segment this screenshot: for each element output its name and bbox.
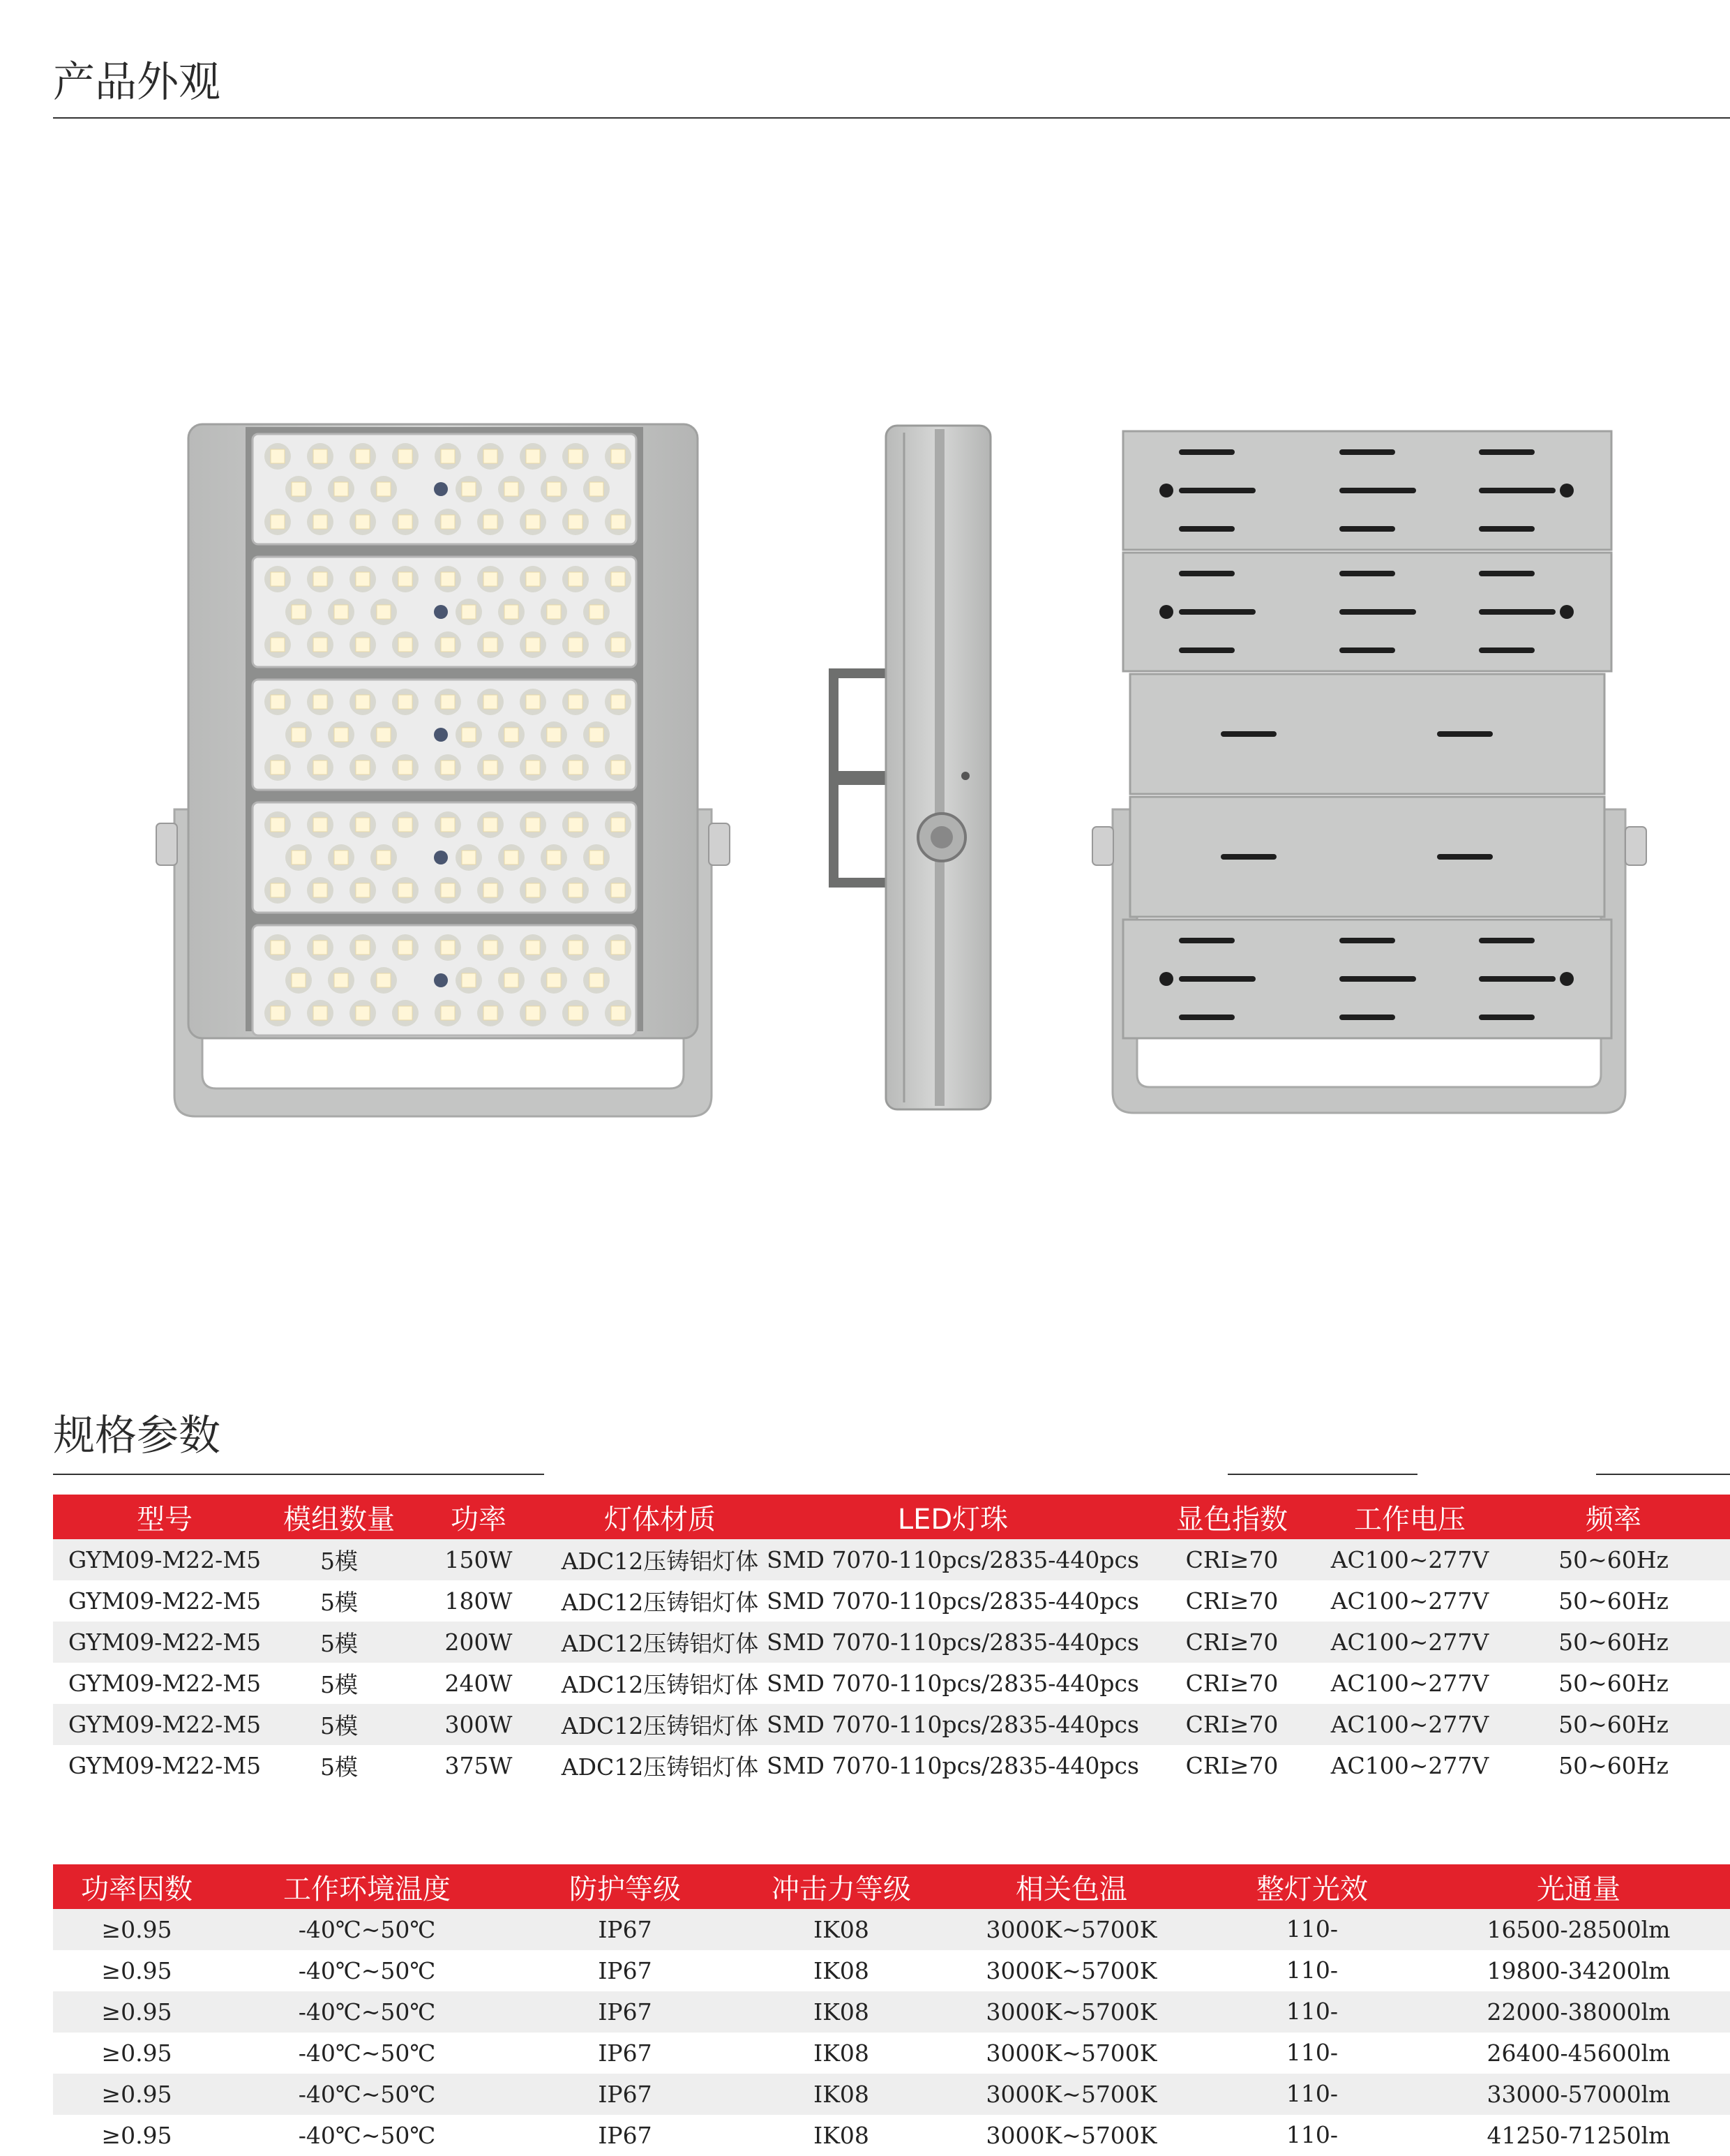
table-row xyxy=(53,1663,1730,1704)
table-cell: ADC12压铸铝灯体 xyxy=(555,1622,765,1663)
table-cell: 5模 xyxy=(276,1580,402,1622)
table-cell: ADC12压铸铝灯体 xyxy=(555,1580,765,1622)
column-header: 工作电压 xyxy=(1323,1495,1497,1539)
table-cell: SMD 7070-110pcs/2835-440pcs xyxy=(765,1663,1141,1704)
specs-divider-right xyxy=(1596,1474,1730,1475)
table-cell: 22000-38000lm xyxy=(1427,1991,1730,2033)
table-row xyxy=(53,2033,1730,2074)
table-cell: ADC12压铸铝灯体 xyxy=(555,1663,765,1704)
table-cell: ADC12压铸铝灯体 xyxy=(555,1704,765,1745)
column-header: 模组数量 xyxy=(276,1495,402,1539)
table-cell: IP67 xyxy=(513,1991,737,2033)
table-cell: 3000K~5700K xyxy=(946,1950,1197,1991)
led-module xyxy=(253,557,636,667)
table-cell: AC100~277V xyxy=(1323,1745,1497,1786)
table-cell: -40℃~50℃ xyxy=(220,1991,513,2033)
table-cell xyxy=(1197,1991,1427,2033)
heat-sink-plate xyxy=(1123,920,1611,1038)
column-header: 型号 xyxy=(53,1495,276,1539)
table-cell: CRI≥70 xyxy=(1141,1622,1323,1663)
table-cell: CRI≥70 xyxy=(1141,1663,1323,1704)
table-cell: IP67 xyxy=(513,2115,737,2156)
table-row xyxy=(53,1991,1730,2033)
table-cell: 5模 xyxy=(276,1539,402,1580)
table-cell: IP67 xyxy=(513,1950,737,1991)
table-row xyxy=(53,1950,1730,1991)
table-row xyxy=(53,2074,1730,2115)
led-module xyxy=(253,802,636,913)
front-view xyxy=(156,424,730,1116)
table-cell: 240W xyxy=(402,1663,555,1704)
table-cell: 33000-57000lm xyxy=(1427,2074,1730,2115)
table-cell: 300W xyxy=(402,1704,555,1745)
column-header: 光通量 xyxy=(1427,1864,1730,1909)
table-cell: GYM09-M22-M5 xyxy=(53,1622,276,1663)
table-row xyxy=(53,1539,1730,1580)
side-view xyxy=(834,426,991,1109)
table-cell: -40℃~50℃ xyxy=(220,2115,513,2156)
table-cell xyxy=(1197,1909,1427,1950)
column-header: 相关色温 xyxy=(946,1864,1197,1909)
table-cell: 50~60Hz xyxy=(1497,1539,1730,1580)
table-cell: -40℃~50℃ xyxy=(220,2074,513,2115)
table-cell: IK08 xyxy=(737,1991,946,2033)
table-cell: -40℃~50℃ xyxy=(220,1950,513,1991)
table-cell: 50~60Hz xyxy=(1497,1580,1730,1622)
heat-sink-plate xyxy=(1123,431,1611,550)
table-cell: SMD 7070-110pcs/2835-440pcs xyxy=(765,1580,1141,1622)
table-cell: -40℃~50℃ xyxy=(220,1909,513,1950)
column-header: 整灯光效 xyxy=(1197,1864,1427,1909)
table-cell: IK08 xyxy=(737,2115,946,2156)
appearance-title: 产品外观 xyxy=(53,58,220,107)
table-cell: ≥0.95 xyxy=(53,2033,220,2074)
table-cell: 3000K~5700K xyxy=(946,2115,1197,2156)
table-cell: 19800-34200lm xyxy=(1427,1950,1730,1991)
heat-sink-plate xyxy=(1130,797,1604,917)
table-cell: CRI≥70 xyxy=(1141,1580,1323,1622)
table-row xyxy=(53,1622,1730,1663)
table-cell: 5模 xyxy=(276,1622,402,1663)
table-cell: IP67 xyxy=(513,2033,737,2074)
table-cell: 5模 xyxy=(276,1704,402,1745)
column-header: 功率 xyxy=(402,1495,555,1539)
table-cell: IP67 xyxy=(513,2074,737,2115)
column-header: 防护等级 xyxy=(513,1864,737,1909)
table-row xyxy=(53,1580,1730,1622)
column-header: LED灯珠 xyxy=(765,1495,1141,1539)
table-cell: 41250-71250lm xyxy=(1427,2115,1730,2156)
table-cell: 5模 xyxy=(276,1663,402,1704)
spec-table-electrical xyxy=(53,1495,1730,1786)
table-cell: AC100~277V xyxy=(1323,1622,1497,1663)
column-header: 灯体材质 xyxy=(555,1495,765,1539)
appearance-divider xyxy=(53,117,1730,119)
table-cell xyxy=(1197,1950,1427,1991)
table-cell: IK08 xyxy=(737,1950,946,1991)
table-cell: 180W xyxy=(402,1580,555,1622)
table-cell: CRI≥70 xyxy=(1141,1539,1323,1580)
table-cell: 150W xyxy=(402,1539,555,1580)
table-cell: 50~60Hz xyxy=(1497,1704,1730,1745)
column-header: 工作环境温度 xyxy=(220,1864,513,1909)
table-cell: 50~60Hz xyxy=(1497,1745,1730,1786)
led-module xyxy=(253,434,636,544)
table-cell: 3000K~5700K xyxy=(946,2033,1197,2074)
table-cell: SMD 7070-110pcs/2835-440pcs xyxy=(765,1622,1141,1663)
table-cell: IK08 xyxy=(737,2033,946,2074)
table-cell: SMD 7070-110pcs/2835-440pcs xyxy=(765,1704,1141,1745)
table-cell-text: 110- xyxy=(1286,2080,1339,2107)
table-cell: SMD 7070-110pcs/2835-440pcs xyxy=(765,1539,1141,1580)
table-cell: ADC12压铸铝灯体 xyxy=(555,1539,765,1580)
heat-sink-plate xyxy=(1130,674,1604,794)
table-cell: ≥0.95 xyxy=(53,1950,220,1991)
specs-divider-mid xyxy=(1228,1474,1417,1475)
led-module xyxy=(253,680,636,790)
table-cell: GYM09-M22-M5 xyxy=(53,1663,276,1704)
table-cell: 3000K~5700K xyxy=(946,1991,1197,2033)
table-cell: 3000K~5700K xyxy=(946,1909,1197,1950)
table-cell-text: 110- xyxy=(1286,1915,1339,1942)
table-cell-text: 110- xyxy=(1286,2039,1339,2066)
column-header: 显色指数 xyxy=(1141,1495,1323,1539)
table-cell: GYM09-M22-M5 xyxy=(53,1539,276,1580)
table-cell: 3000K~5700K xyxy=(946,2074,1197,2115)
table-cell-text: 110- xyxy=(1286,2121,1339,2148)
spec-table-performance xyxy=(53,1864,1730,2156)
table-cell: ≥0.95 xyxy=(53,1991,220,2033)
table-cell: 26400-45600lm xyxy=(1427,2033,1730,2074)
back-view xyxy=(1092,431,1646,1113)
table-cell: 5模 xyxy=(276,1745,402,1786)
table-cell: IP67 xyxy=(513,1909,737,1950)
table-cell: 16500-28500lm xyxy=(1427,1909,1730,1950)
table-cell: ≥0.95 xyxy=(53,2115,220,2156)
product-views xyxy=(0,391,1730,1130)
table-cell: GYM09-M22-M5 xyxy=(53,1580,276,1622)
table-cell: AC100~277V xyxy=(1323,1539,1497,1580)
table-cell: 200W xyxy=(402,1622,555,1663)
table-row xyxy=(53,1909,1730,1950)
table-row xyxy=(53,1745,1730,1786)
column-header: 频率 xyxy=(1497,1495,1730,1539)
table-cell-text: 110- xyxy=(1286,1956,1339,1984)
table-cell xyxy=(1197,2033,1427,2074)
table-cell: AC100~277V xyxy=(1323,1580,1497,1622)
table-cell: ADC12压铸铝灯体 xyxy=(555,1745,765,1786)
table-cell: CRI≥70 xyxy=(1141,1745,1323,1786)
column-header: 冲击力等级 xyxy=(737,1864,946,1909)
table-cell: AC100~277V xyxy=(1323,1663,1497,1704)
table-cell: CRI≥70 xyxy=(1141,1704,1323,1745)
table-cell xyxy=(1197,2074,1427,2115)
table-cell: IK08 xyxy=(737,2074,946,2115)
table-cell: IK08 xyxy=(737,1909,946,1950)
table-row xyxy=(53,2115,1730,2156)
table-cell: AC100~277V xyxy=(1323,1704,1497,1745)
specs-divider-left xyxy=(53,1474,544,1475)
table-cell: SMD 7070-110pcs/2835-440pcs xyxy=(765,1745,1141,1786)
table-cell: ≥0.95 xyxy=(53,2074,220,2115)
table-cell-text: 110- xyxy=(1286,1998,1339,2025)
table-cell: -40℃~50℃ xyxy=(220,2033,513,2074)
table-cell xyxy=(1197,2115,1427,2156)
table-cell: GYM09-M22-M5 xyxy=(53,1745,276,1786)
specs-title: 规格参数 xyxy=(53,1412,220,1460)
table-cell: 50~60Hz xyxy=(1497,1622,1730,1663)
column-header: 功率因数 xyxy=(53,1864,220,1909)
table-cell: 50~60Hz xyxy=(1497,1663,1730,1704)
table-row xyxy=(53,1704,1730,1745)
table-cell: ≥0.95 xyxy=(53,1909,220,1950)
table-cell: 375W xyxy=(402,1745,555,1786)
table-cell: GYM09-M22-M5 xyxy=(53,1704,276,1745)
heat-sink-plate xyxy=(1123,553,1611,671)
led-module xyxy=(253,925,636,1035)
